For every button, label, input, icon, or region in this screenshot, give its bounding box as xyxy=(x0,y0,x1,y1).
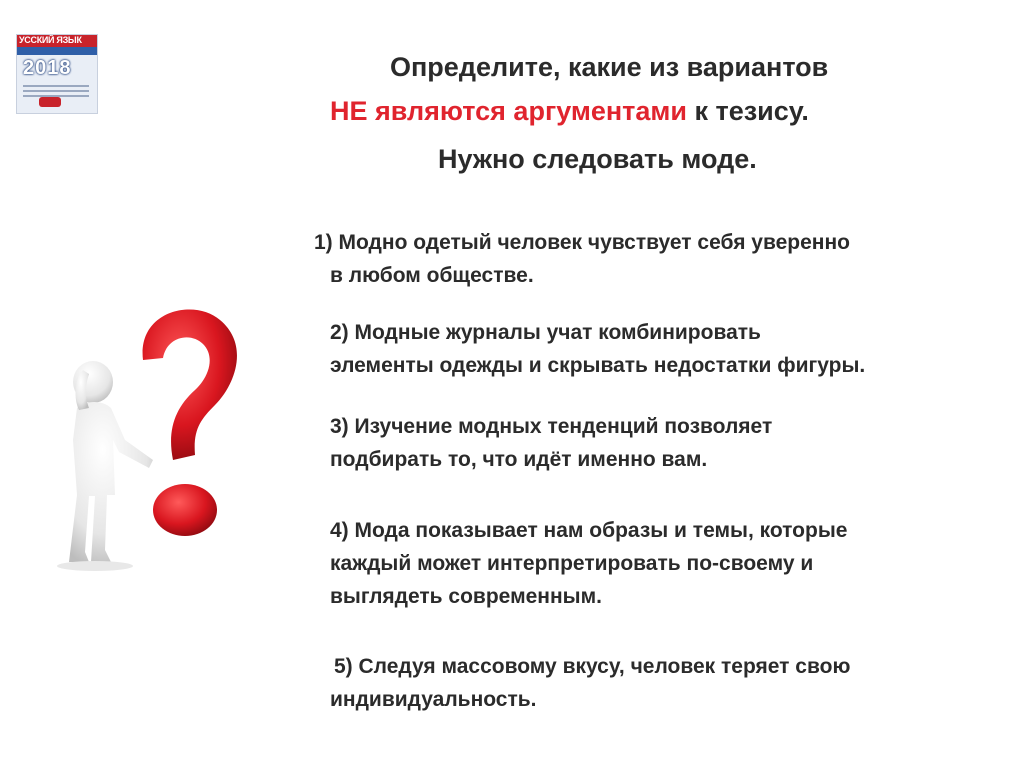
option-line: каждый может интерпретировать по-своему и xyxy=(330,552,814,575)
cover-text-line xyxy=(23,90,89,92)
option-line: подбирать то, что идёт именно вам. xyxy=(330,448,708,471)
option-5 xyxy=(330,650,850,716)
option-line: 4) Мода показывает нам образы и темы, которые xyxy=(330,519,848,542)
option-line: 2) Модные журналы учат комбинировать xyxy=(330,321,761,344)
option-line: выглядеть современным. xyxy=(330,585,602,608)
option-1 xyxy=(314,226,850,292)
question-mark-figure-illustration xyxy=(55,290,285,590)
question-mark-dot xyxy=(153,484,217,536)
cover-year: 2018 xyxy=(23,57,72,79)
option-line: 5) Следуя массовому вкусу, человек теряет свою xyxy=(334,655,851,678)
option-4 xyxy=(330,514,847,613)
option-3 xyxy=(330,410,772,476)
heading-red-emphasis: НЕ являются аргументами xyxy=(330,96,687,126)
heading-line-2 xyxy=(330,96,809,127)
heading-line-2-rest: к тезису. xyxy=(686,96,809,126)
heading-thesis: Нужно следовать моде. xyxy=(438,144,757,174)
cover-blue-band xyxy=(17,47,97,55)
cover-title: УССКИЙ ЯЗЫК xyxy=(19,35,82,45)
white-figure xyxy=(69,361,153,562)
option-line: 1) Модно одетый человек чувствует себя уверенно xyxy=(314,231,850,254)
option-line: индивидуальность. xyxy=(330,688,537,711)
book-cover-image xyxy=(16,34,98,114)
cover-seal xyxy=(39,97,61,107)
question-mark-shape xyxy=(143,309,237,460)
option-2 xyxy=(330,316,865,382)
option-line: 3) Изучение модных тенденций позволяет xyxy=(330,415,773,438)
heading-line-1: Определите, какие из вариантов xyxy=(390,52,829,82)
option-line: в любом обществе. xyxy=(330,264,534,287)
cover-text-line xyxy=(23,85,89,87)
option-line: элементы одежды и скрывать недостатки фигуры. xyxy=(330,354,866,377)
